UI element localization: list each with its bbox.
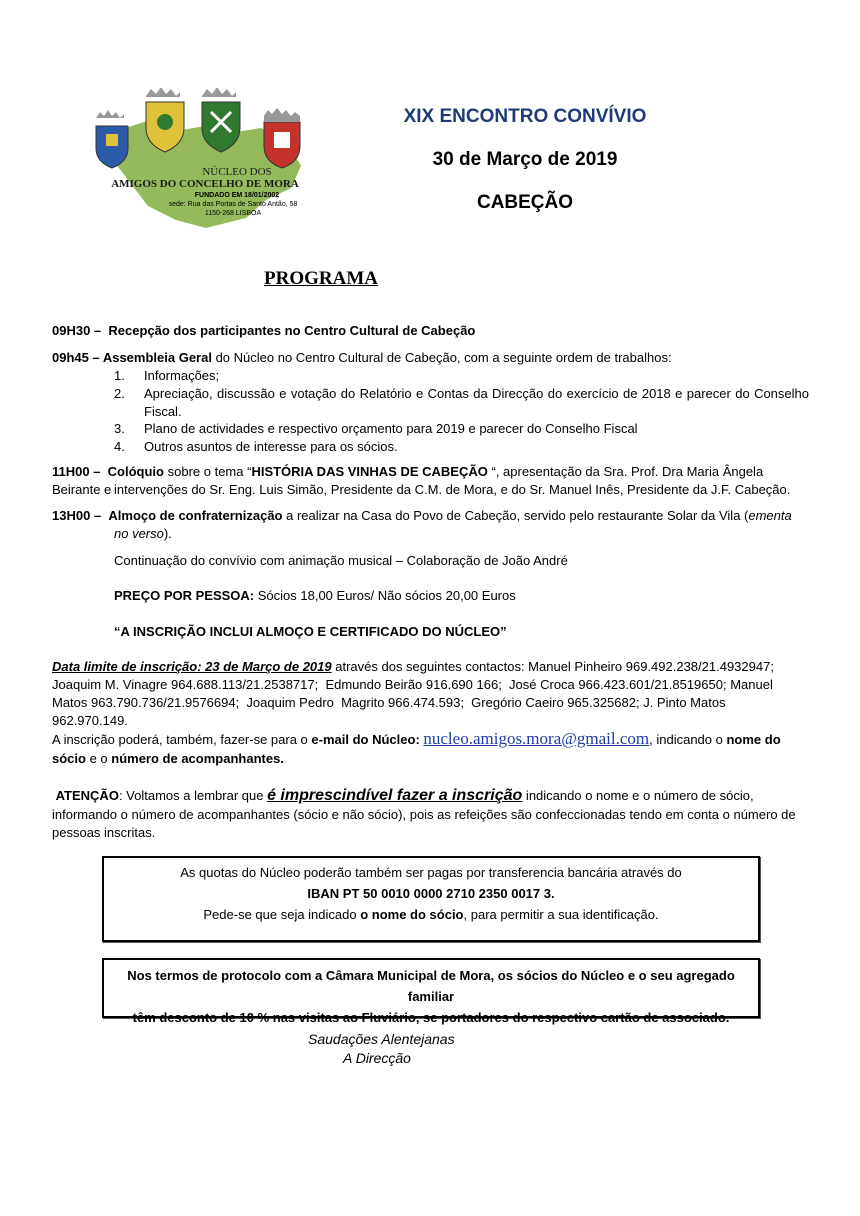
event-date: 30 de Março de 2019 xyxy=(432,149,618,170)
agenda-item-num: 3. xyxy=(114,421,125,436)
shield-mora xyxy=(202,88,240,152)
contacts-line3: Matos 963.790.736/21.9576694; Joaquim Pedro Magrito 966.474.593; Gregório Caeiro 965.325682; J. Pinto Matos xyxy=(52,695,726,710)
coloquio-text-c: intervenções do Sr. Eng. Luis Simão, Presidente da C.M. de Mora, e do Sr. Manuel Inês, Presidente da J.F. Cabeção. xyxy=(114,482,791,497)
attention-line2: informando o número de acompanhantes (sócio e não sócio), pois as refeições são confeccionadas tendo em conta o número de xyxy=(52,807,796,822)
email-text-c: nome do xyxy=(726,732,781,747)
contacts-line4: 962.970.149. xyxy=(52,713,128,728)
email-line2 xyxy=(52,750,810,768)
email-text-d: sócio xyxy=(52,751,86,766)
shield-brotas xyxy=(96,110,128,168)
contacts-line1 xyxy=(52,658,810,676)
time-1300: 13H00 – xyxy=(52,508,102,523)
almoco-label: Almoço de confraternização xyxy=(108,508,283,523)
coloquio-topic: HISTÓRIA DAS VINHAS DE CABEÇÃO xyxy=(251,464,488,479)
time-0930: 09H30 – xyxy=(52,323,102,338)
email-link[interactable]: nucleo.amigos.mora@gmail.com xyxy=(423,729,650,748)
email-line xyxy=(52,729,810,750)
agenda-item-num: 1. xyxy=(114,368,125,383)
almoco-line2 xyxy=(114,525,814,543)
email-text-e: e o xyxy=(85,751,112,766)
email-label: e-mail do Núcleo xyxy=(311,732,416,747)
shield-pavia xyxy=(264,108,300,168)
logo-graphic xyxy=(86,88,310,230)
quota-line3-a: Pede-se que seja indicado xyxy=(203,907,361,922)
event-place: CABEÇÃO xyxy=(476,192,574,213)
price-label: PREÇO POR PESSOA: xyxy=(114,588,255,603)
schedule-0930 xyxy=(52,322,810,340)
agenda-item-text: Outros asuntos de interesse para os sócios. xyxy=(144,439,398,454)
protocol-box xyxy=(102,958,760,1025)
shield-cabecao xyxy=(146,88,184,152)
text-0930: Recepção dos participantes no Centro Cultural de Cabeção xyxy=(108,323,476,338)
inscription-note: “A INSCRIÇÃO INCLUI ALMOÇO E CERTIFICADO DO NÚCLEO” xyxy=(114,624,507,639)
agenda-item-text: Informações; xyxy=(144,368,220,383)
attention-line3: pessoas inscritas. xyxy=(52,825,156,840)
schedule-1300 xyxy=(52,507,810,525)
protocol-line1: Nos termos de protocolo com a Câmara Municipal de Mora, os sócios do Núcleo e o seu agregado familiar xyxy=(127,968,735,1004)
almoco-text: a realizar na Casa do Povo de Cabeção, servido pelo restaurante Solar da Vila ( xyxy=(282,508,749,523)
signature-direction: A Direcção xyxy=(343,1050,411,1066)
email-text-b: , indicando o xyxy=(649,732,727,747)
attention-line1 xyxy=(52,786,810,806)
quota-line3-c: , para permitir a sua identificação. xyxy=(463,907,659,922)
coloquio-text-b: “, apresentação da Sra. Prof. Dra Maria Ângela Beirante e xyxy=(52,464,764,497)
deadline: Data limite de inscrição: 23 de Março de 2019 xyxy=(52,659,332,674)
nucleo-logo xyxy=(86,88,310,230)
contacts-line2: Joaquim M. Vinagre 964.688.113/21.2538717; Edmundo Beirão 916.690 166; José Croca 966.423.601/21.8519650; Manuel xyxy=(52,677,773,692)
quota-iban: IBAN PT 50 0010 0000 2710 2350 0017 3. xyxy=(307,886,555,901)
almoco-verso: no verso xyxy=(114,526,164,541)
event-title: XIX ENCONTRO CONVÍVIO xyxy=(403,106,647,127)
price-text: Sócios 18,00 Euros/ Não sócios 20,00 Euros xyxy=(254,588,516,603)
email-text-f: número de acompanhantes. xyxy=(111,751,284,766)
attention-text-a: : Voltamos a lembrar que xyxy=(118,788,268,803)
coloquio-label: Colóquio xyxy=(107,464,164,479)
logo-line1: NÚCLEO DOS xyxy=(202,166,272,178)
almoco-close: ). xyxy=(163,526,172,541)
agenda-item-num: 4. xyxy=(114,439,125,454)
contacts-text-1: através dos seguintes contactos: Manuel Pinheiro 969.492.238/21.4932947; xyxy=(331,659,774,674)
logo-line4: sede: Rua das Portas de Santo Antão, 58 xyxy=(168,201,298,208)
continuation-text: Continuação do convívio com animação musical – Colaboração de João André xyxy=(114,553,568,568)
quota-line3 xyxy=(104,904,758,925)
price-line xyxy=(114,587,814,605)
protocol-line2: têm desconto de 10 % nas visitas ao Fluviário, se portadores do respectivo cartão de associado. xyxy=(132,1010,730,1025)
almoco-ementa: ementa xyxy=(748,508,792,523)
signature-greeting: Saudações Alentejanas xyxy=(308,1031,455,1047)
time-0945: 09h45 – Assembleia Geral xyxy=(52,350,212,365)
attention-text-b: indicando o nome e o número de sócio, xyxy=(522,788,754,803)
agenda-item-text: Plano de actividades e respectivo orçamento para 2019 e parecer do Conselho Fiscal xyxy=(144,421,638,436)
schedule-0945 xyxy=(52,349,810,367)
attention-emphasis: é imprescindível fazer a inscrição xyxy=(267,787,523,804)
quota-line1: As quotas do Núcleo poderão também ser pagas por transferencia bancária através do xyxy=(180,865,682,880)
logo-line3: FUNDADO EM 18/01/2002 xyxy=(194,192,280,199)
time-1100: 11H00 – xyxy=(52,464,101,479)
quota-line3-b: o nome do sócio xyxy=(360,907,464,922)
agenda-item-num: 2. xyxy=(114,386,125,401)
logo-line5: 1150-268 LISBOA xyxy=(204,210,262,217)
email-text-a: A inscrição poderá, também, fazer-se para o xyxy=(52,732,312,747)
logo-line2: AMIGOS DO CONCELHO DE MORA xyxy=(111,178,299,190)
programa-heading: PROGRAMA xyxy=(264,268,378,289)
agenda-item-text: Apreciação, discussão e votação do Relatório e Contas da Direcção do exercício de 2018 e parecer do Conselho Fiscal. xyxy=(144,386,809,419)
email-colon: : xyxy=(415,732,424,747)
coloquio-text-a: sobre o tema “ xyxy=(164,464,252,479)
quota-box xyxy=(102,856,760,942)
text-0945: do Núcleo no Centro Cultural de Cabeção, com a seguinte ordem de trabalhos: xyxy=(211,350,672,365)
attention-label: ATENÇÃO xyxy=(55,788,119,803)
